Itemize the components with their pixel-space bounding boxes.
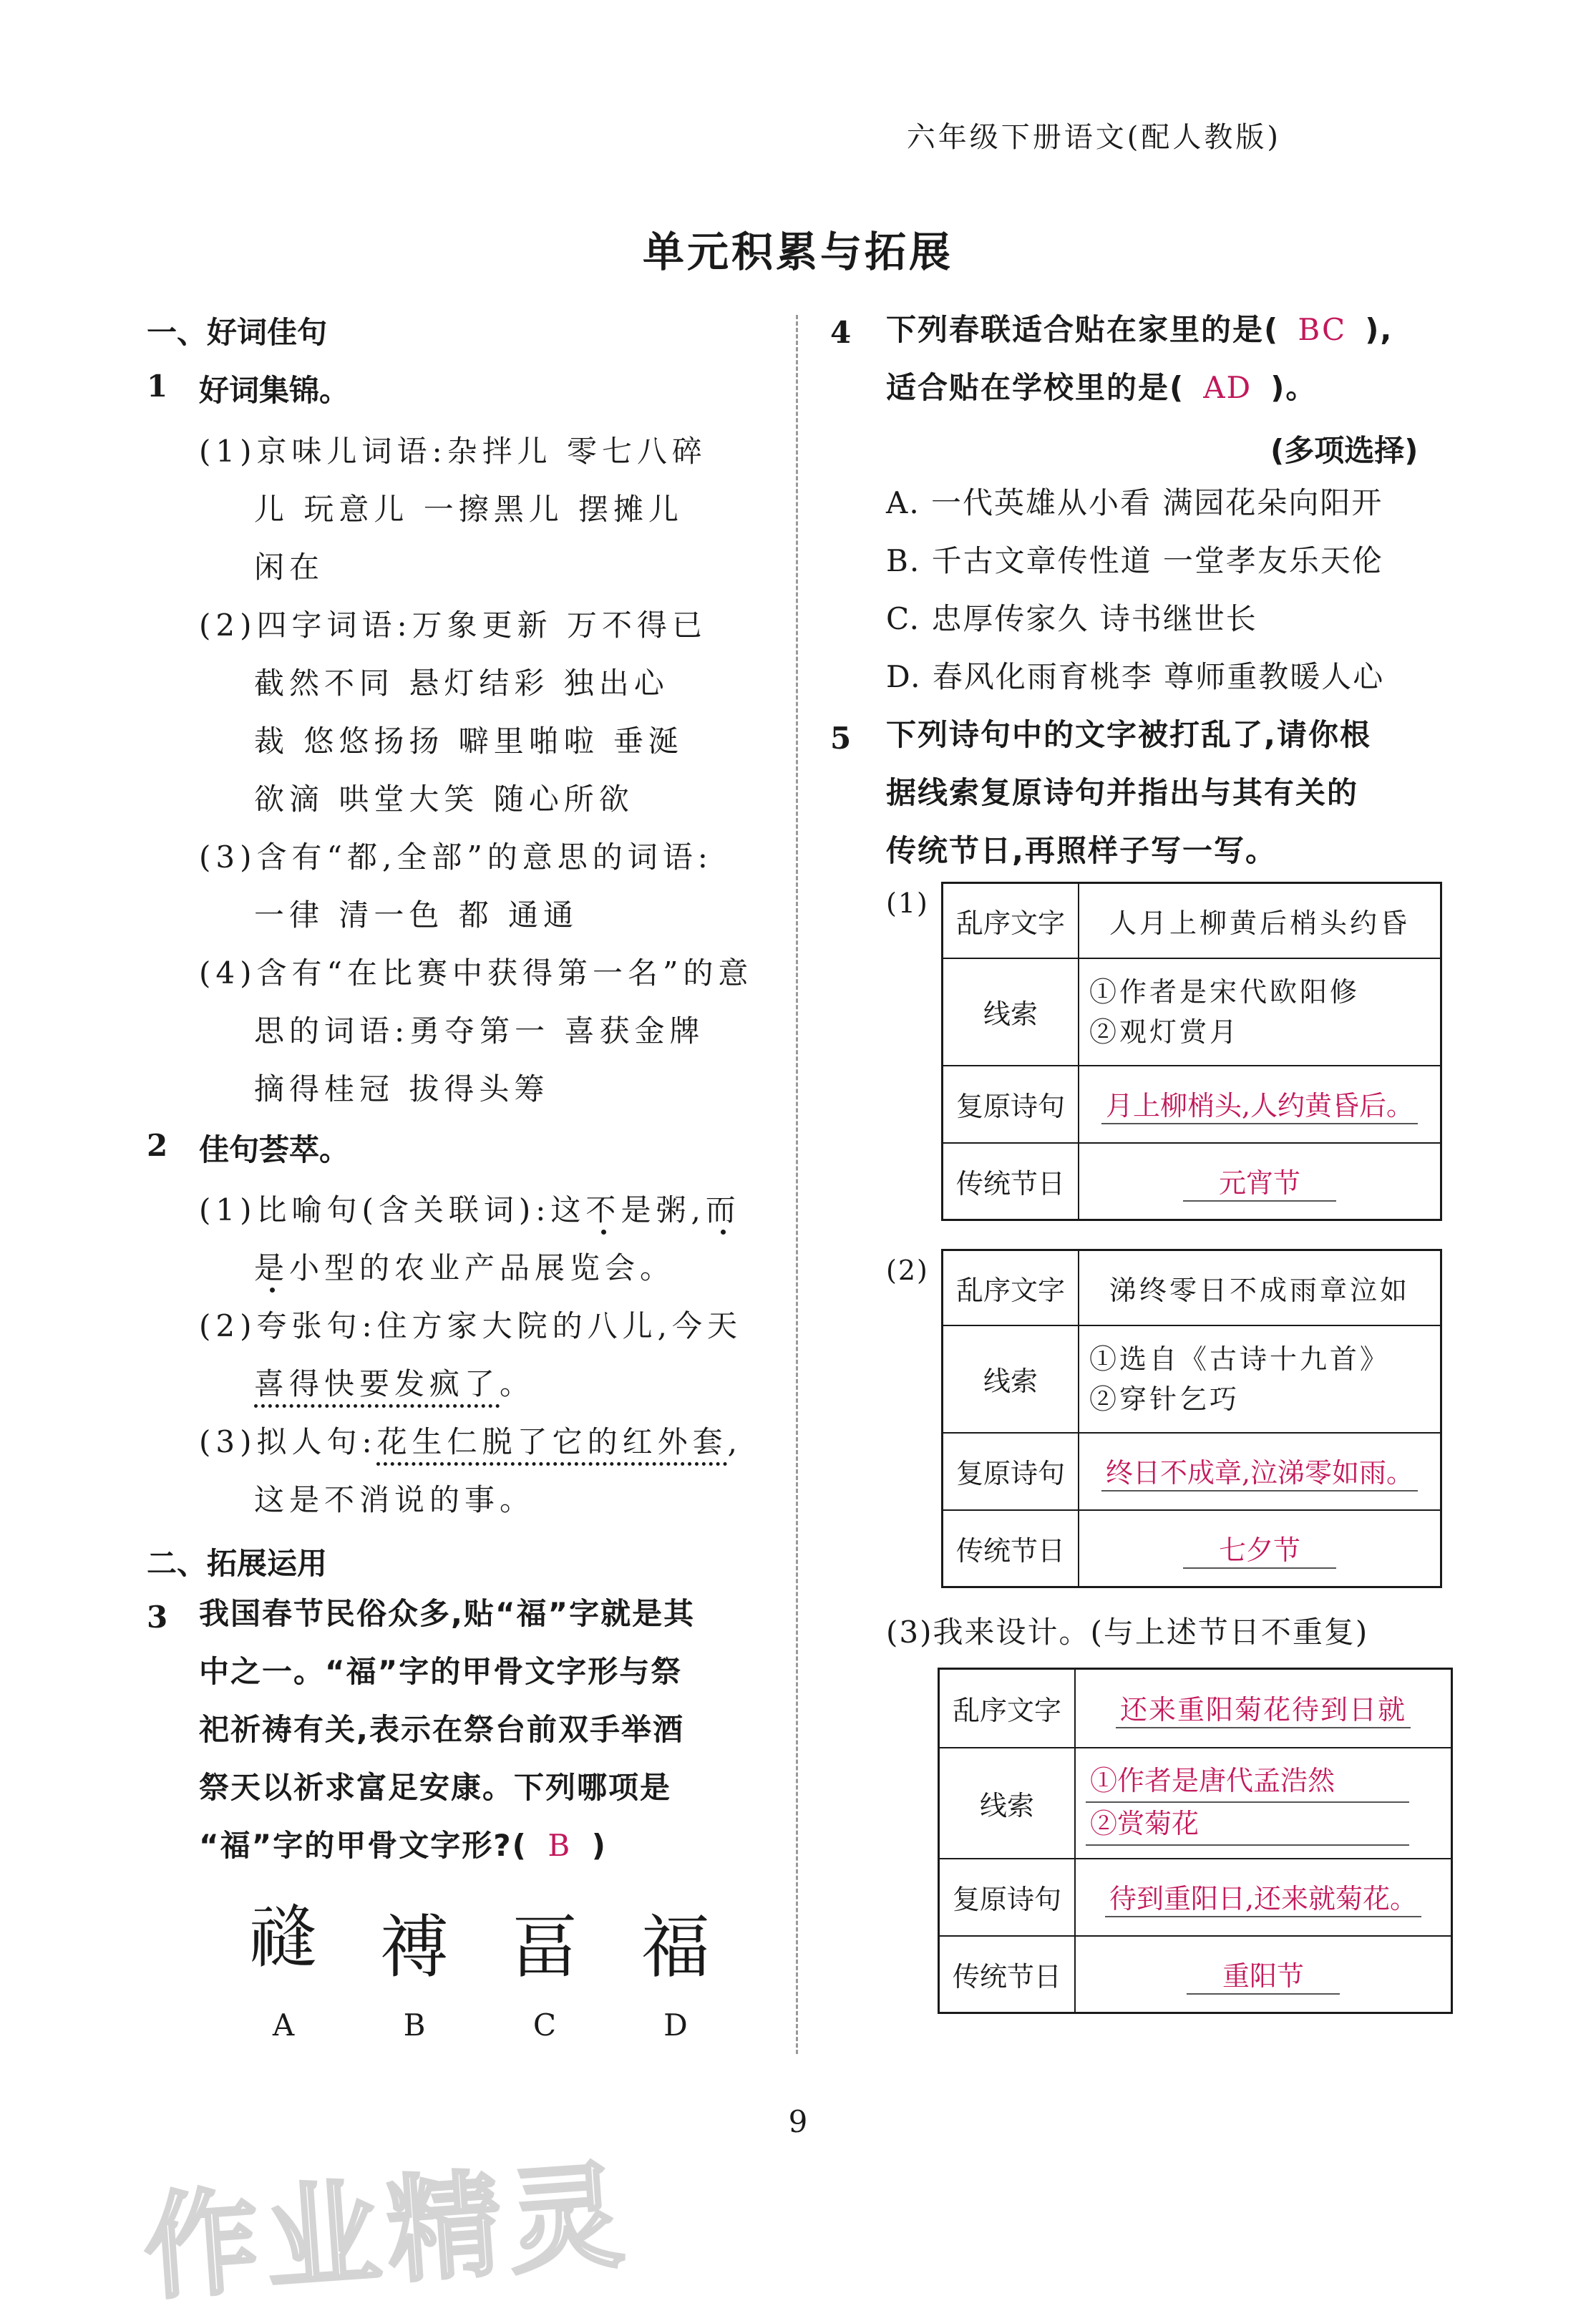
page-title: 单元积累与拓展	[642, 228, 953, 276]
row-label: 乱序文字	[939, 1669, 1076, 1748]
sentence-text: (1)比喻句(含关联词):这	[199, 1192, 586, 1227]
question-number: 5	[830, 721, 852, 756]
section-heading-1: 一、好词佳句	[147, 315, 328, 350]
word-line: (3)含有“都,全部”的意思的词语:	[199, 840, 713, 875]
clue-cell	[1079, 958, 1441, 1066]
sentence-line	[254, 1355, 535, 1413]
book-header: 六年级下册语文(配人教版)	[906, 121, 1281, 154]
option-label: C	[532, 2008, 557, 2043]
answer-text: 元宵节	[1183, 1161, 1336, 1202]
answer-text: ②赏菊花	[1086, 1803, 1409, 1846]
word-line: 一律 清一色 都 通通	[254, 897, 579, 933]
word-line: 欲滴 哄堂大笑 随心所欲	[254, 782, 634, 817]
festival-cell	[1075, 1936, 1452, 2013]
emphasis-text: 花生仁脱了它的红外套	[376, 1424, 728, 1459]
sentence-text: (3)拟人句:	[199, 1424, 377, 1459]
option-line: C. 忠厚传家久 诗书继世长	[886, 601, 1257, 636]
question-line: 传统节日,再照样子写一写。	[886, 833, 1277, 868]
word-line: 裁 悠悠扬扬 噼里啪啦 垂涎	[254, 724, 684, 759]
answer-text: 七夕节	[1183, 1528, 1336, 1569]
poem-table-3	[938, 1668, 1453, 2014]
question-line-text: )	[591, 1828, 607, 1863]
clue-cell	[1079, 1325, 1441, 1433]
festival-cell	[1079, 1143, 1441, 1220]
emphasis-text: 喜得快要发疯了	[254, 1366, 500, 1401]
oracle-glyph-option: 𥛝	[249, 1898, 318, 1978]
sentence-text: ,	[727, 1424, 743, 1459]
question-number: 2	[147, 1128, 168, 1163]
clue-line: ①作者是宋代欧阳修	[1089, 975, 1361, 1008]
question-text	[886, 301, 1459, 417]
emphasis-text: 是	[254, 1250, 290, 1285]
answer-text: AD	[1203, 370, 1252, 405]
answer-text: 待到重阳日,还来就菊花。	[1105, 1877, 1421, 1917]
option-line: D. 春风化雨育桃李 尊师重教暖人心	[886, 659, 1385, 694]
restored-cell	[1079, 1433, 1441, 1510]
restored-cell	[1075, 1859, 1452, 1936]
row-label: 复原诗句	[939, 1859, 1076, 1936]
scrambled-text: 涕终零日不成雨章泣如	[1079, 1250, 1441, 1325]
row-label: 复原诗句	[943, 1066, 1079, 1143]
question-line: 祭天以祈求富足安康。下列哪项是	[199, 1770, 672, 1805]
answer-text: 终日不成章,泣涕零如雨。	[1101, 1451, 1418, 1492]
question-number: 3	[147, 1600, 168, 1635]
answer-text: BC	[1298, 312, 1347, 347]
answer-text: 重阳节	[1187, 1954, 1340, 1995]
option-label: D	[663, 2008, 688, 2043]
clue-line: ②观灯赏月	[1089, 1016, 1240, 1048]
sentence-line	[199, 1413, 742, 1471]
answer-text: ①作者是唐代孟浩然	[1086, 1760, 1409, 1803]
oracle-glyph-option: 福	[641, 1907, 710, 1987]
row-label: 线索	[943, 958, 1079, 1066]
poem-table-1	[941, 882, 1442, 1221]
festival-cell	[1079, 1510, 1441, 1587]
question-title: 佳句荟萃。	[199, 1132, 350, 1167]
oracle-glyph-option: 畐	[510, 1907, 579, 1987]
scrambled-text: 人月上柳黄后梢头约昏	[1079, 883, 1441, 958]
answer-text: 月上柳梢头,人约黄昏后。	[1101, 1084, 1418, 1124]
sentence-text: 。	[500, 1366, 535, 1401]
scrambled-cell	[1075, 1669, 1452, 1748]
question-line: 据线索复原诗句并指出与其有关的	[886, 775, 1359, 810]
row-label: 乱序文字	[943, 1250, 1079, 1325]
question-line: 下列诗句中的文字被打乱了,请你根	[886, 717, 1371, 752]
option-label: A	[272, 2008, 295, 2043]
restored-cell	[1079, 1066, 1441, 1143]
word-line: (1)京味儿词语:杂拌儿 零七八碎	[199, 434, 707, 469]
row-label: 线索	[943, 1325, 1079, 1433]
emphasis-text: 不	[585, 1192, 621, 1227]
watermark: 作业精灵	[140, 2148, 635, 2316]
question-number: 1	[147, 369, 168, 404]
question-line	[199, 1816, 764, 1874]
clue-cell	[1075, 1748, 1452, 1859]
word-line: 摘得桂冠 拔得头筹	[254, 1071, 550, 1106]
sentence-line	[199, 1181, 741, 1239]
question-line-text: 下列春联适合贴在家里的是(	[886, 312, 1280, 347]
clue-line: ②穿针乞巧	[1089, 1383, 1240, 1415]
page-number: 9	[788, 2104, 808, 2139]
question-title: 好词集锦。	[199, 373, 350, 408]
question-line	[886, 359, 1459, 417]
table-number: (1)	[886, 887, 929, 919]
sentence-line: 这是不消说的事。	[254, 1482, 535, 1517]
word-line: (4)含有“在比赛中获得第一名”的意	[199, 955, 754, 991]
design-task-title: (3)我来设计。(与上述节日不重复)	[886, 1615, 1369, 1650]
answer-text: B	[548, 1828, 572, 1863]
oracle-glyph-option: 禣	[380, 1907, 449, 1987]
option-line: B. 千古文章传性道 一堂孝友乐天伦	[886, 543, 1383, 578]
table-number: (2)	[886, 1255, 929, 1286]
sentence-line: (2)夸张句:住方家大院的八儿,今天	[199, 1308, 742, 1343]
word-line: 儿 玩意儿 一擦黑儿 摆摊儿	[254, 492, 684, 527]
question-number: 4	[830, 315, 852, 350]
row-label: 传统节日	[943, 1510, 1079, 1587]
row-label: 乱序文字	[943, 883, 1079, 958]
multi-select-note: (多项选择)	[1270, 433, 1419, 468]
poem-table-2	[941, 1249, 1442, 1588]
option-label: B	[403, 2008, 426, 2043]
answer-text: 还来重阳菊花待到日就	[1116, 1688, 1411, 1728]
word-line: 闲在	[254, 550, 325, 585]
question-text	[886, 706, 1459, 880]
clue-line	[1086, 1803, 1441, 1846]
word-line: (2)四字词语:万象更新 万不得已	[199, 608, 707, 643]
option-line: A. 一代英雄从小看 满园花朵向阳开	[886, 485, 1383, 520]
clue-line: ①选自《古诗十九首》	[1089, 1343, 1391, 1375]
question-text	[199, 1585, 764, 1874]
question-line	[886, 301, 1459, 359]
question-line: 祀祈祷有关,表示在祭台前双手举酒	[199, 1712, 684, 1747]
question-line: 我国春节民俗众多,贴“福”字就是其	[199, 1596, 696, 1631]
sentence-text: 是粥,	[621, 1192, 706, 1227]
sentence-text: 小型的农业产品展览会。	[289, 1250, 676, 1285]
row-label: 传统节日	[943, 1143, 1079, 1220]
question-line-text: “福”字的甲骨文字形?(	[199, 1828, 527, 1863]
clue-line	[1086, 1760, 1441, 1803]
emphasis-text: 而	[705, 1192, 741, 1227]
row-label: 复原诗句	[943, 1433, 1079, 1510]
row-label: 传统节日	[939, 1936, 1076, 2013]
column-divider	[796, 315, 798, 2054]
sentence-line	[254, 1239, 675, 1297]
word-line: 思的词语:勇夺第一 喜获金牌	[254, 1013, 705, 1048]
question-line-text: )。	[1270, 370, 1318, 405]
section-heading-2: 二、拓展运用	[147, 1546, 328, 1581]
row-label: 线索	[939, 1748, 1076, 1859]
question-line-text: 适合贴在学校里的是(	[886, 370, 1185, 405]
word-line: 截然不同 悬灯结彩 独出心	[254, 666, 669, 701]
question-line: 中之一。“福”字的甲骨文字形与祭	[199, 1654, 683, 1689]
question-line-text: ),	[1365, 312, 1393, 347]
